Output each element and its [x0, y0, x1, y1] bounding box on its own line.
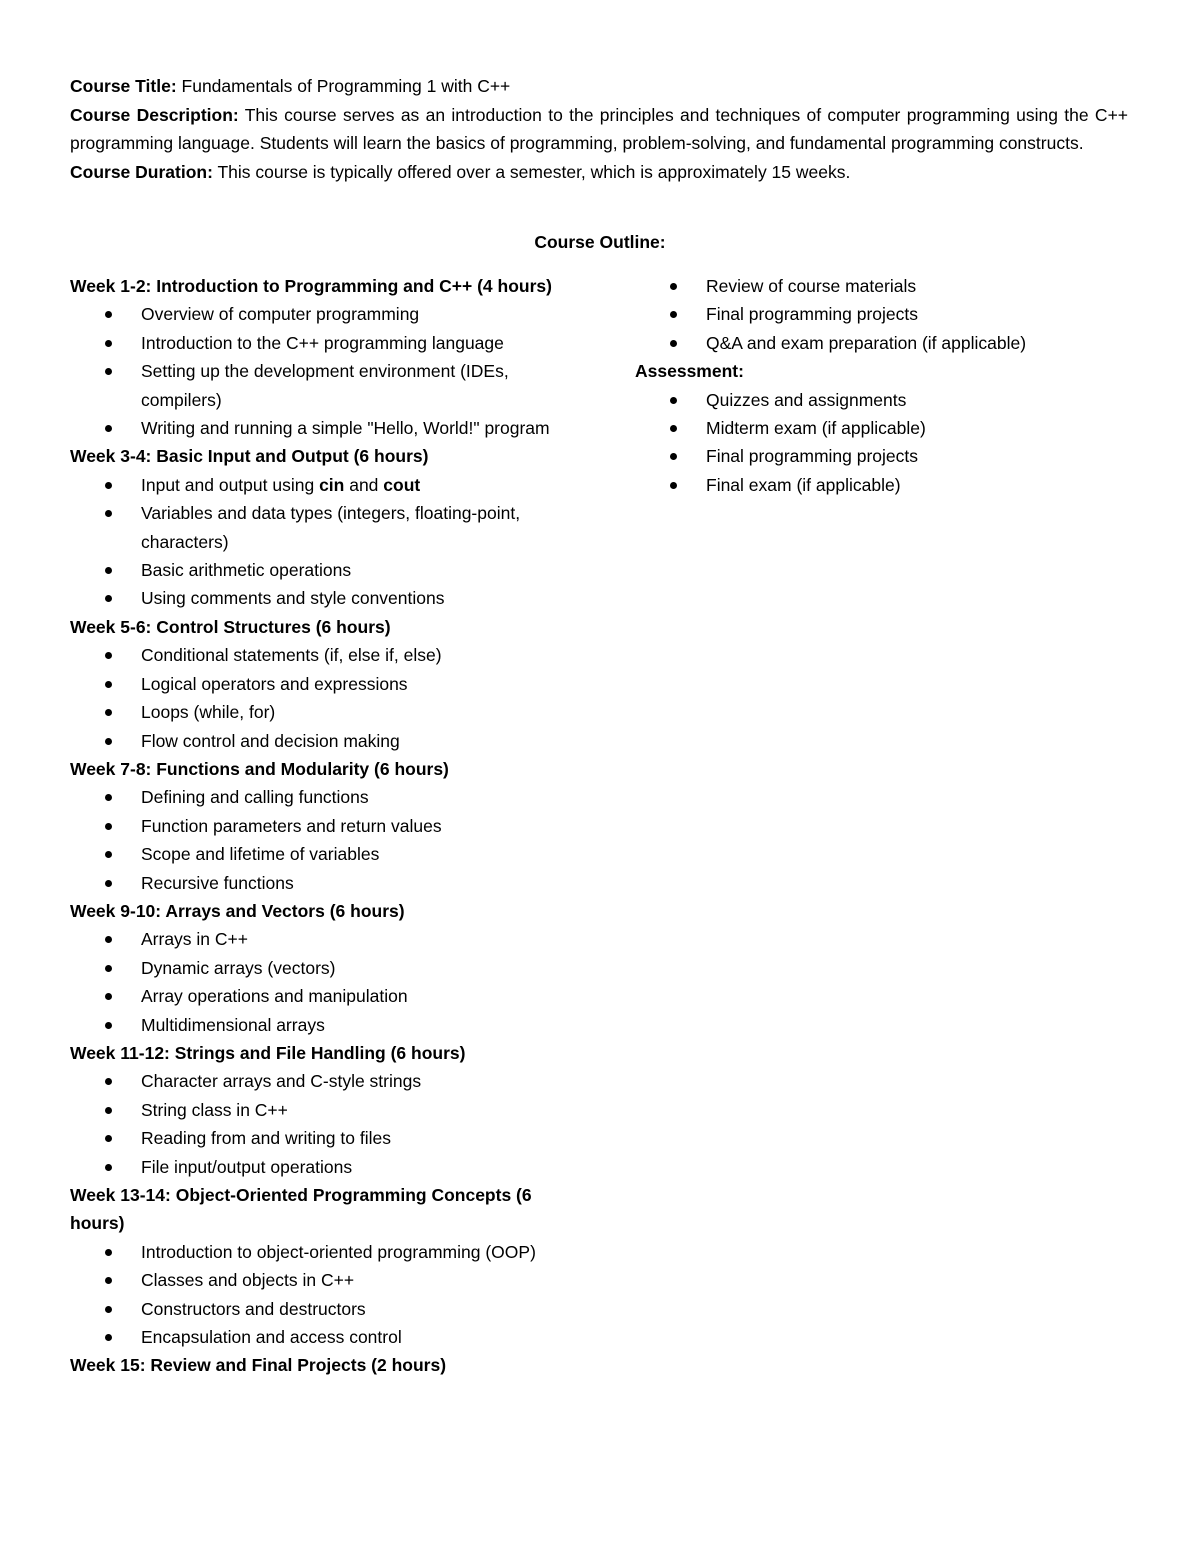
- topic-item: Defining and calling functions: [141, 783, 560, 811]
- topic-item: Dynamic arrays (vectors): [141, 954, 560, 982]
- week-topic-list: [70, 471, 560, 613]
- topic-item: Multidimensional arrays: [141, 1011, 560, 1039]
- assessment-item: Final programming projects: [706, 442, 1115, 470]
- week-topic-list: [70, 783, 560, 897]
- topic-item: Classes and objects in C++: [141, 1266, 560, 1294]
- assessment-heading: Assessment:: [635, 361, 744, 382]
- keyword-cout: cout: [383, 474, 421, 495]
- keyword-cin: cin: [319, 474, 345, 495]
- course-duration-label: Course Duration:: [70, 161, 213, 182]
- topic-item: Constructors and destructors: [141, 1295, 560, 1323]
- week-topic-list: [70, 925, 560, 1039]
- week-heading: Week 7-8: Functions and Modularity (6 hours): [70, 758, 449, 779]
- topic-item: Flow control and decision making: [141, 727, 560, 755]
- topic-item: Array operations and manipulation: [141, 982, 560, 1010]
- week-topic-list: [70, 1067, 560, 1181]
- week-topic-list: [70, 1238, 560, 1352]
- topic-item: Character arrays and C-style strings: [141, 1067, 560, 1095]
- topic-item: [141, 471, 560, 499]
- course-description-line: [70, 101, 1128, 158]
- course-outline-title: Course Outline:: [534, 232, 666, 252]
- topic-item: Introduction to object-oriented programming (OOP): [141, 1238, 560, 1266]
- outline-right-column: [635, 272, 1115, 499]
- assessment-item: Midterm exam (if applicable): [706, 414, 1115, 442]
- week-heading: Week 5-6: Control Structures (6 hours): [70, 616, 391, 637]
- course-duration-value: This course is typically offered over a semester, which is approximately 15 weeks.: [217, 161, 851, 182]
- course-duration-line: [70, 158, 1128, 187]
- course-info: [70, 72, 1128, 186]
- week-topic-list: [70, 641, 560, 755]
- assessment-item: Quizzes and assignments: [706, 386, 1115, 414]
- topic-item: Recursive functions: [141, 869, 560, 897]
- course-description-label: Course Description:: [70, 104, 239, 125]
- topic-item: Logical operators and expressions: [141, 670, 560, 698]
- topic-item: Scope and lifetime of variables: [141, 840, 560, 868]
- topic-item: Review of course materials: [706, 272, 1115, 300]
- topic-item: Arrays in C++: [141, 925, 560, 953]
- topic-item: Encapsulation and access control: [141, 1323, 560, 1351]
- assessment-list: [635, 386, 1115, 500]
- week-heading: Week 3-4: Basic Input and Output (6 hours): [70, 446, 429, 467]
- topic-item: Introduction to the C++ programming language: [141, 329, 560, 357]
- topic-item: Loops (while, for): [141, 698, 560, 726]
- assessment-item: Final exam (if applicable): [706, 471, 1115, 499]
- week-topic-list: [635, 272, 1115, 357]
- topic-item: Conditional statements (if, else if, else): [141, 641, 560, 669]
- outline-left-column: [70, 272, 560, 1380]
- topic-item: File input/output operations: [141, 1153, 560, 1181]
- topic-text: Input and output using: [141, 474, 320, 495]
- topic-item: String class in C++: [141, 1096, 560, 1124]
- course-description-value: This course serves as an introduction to the principles and techniques of computer programming using the C++ programming language. Students will learn the basics of programming, problem-solving, and fundamental programming constructs.: [70, 104, 1129, 153]
- week-heading: Week 1-2: Introduction to Programming and C++ (4 hours): [70, 276, 552, 296]
- topic-text: and: [344, 474, 384, 495]
- topic-item: Q&A and exam preparation (if applicable): [706, 329, 1115, 357]
- topic-item: Writing and running a simple "Hello, World!" program: [141, 414, 560, 442]
- course-title-label: Course Title:: [70, 76, 177, 96]
- week-heading: Week 15: Review and Final Projects (2 hours): [70, 1355, 447, 1376]
- topic-item: Final programming projects: [706, 300, 1115, 328]
- week-heading: Week 9-10: Arrays and Vectors (6 hours): [70, 900, 405, 921]
- topic-item: Function parameters and return values: [141, 812, 560, 840]
- topic-item: Reading from and writing to files: [141, 1124, 560, 1152]
- course-title-line: [70, 72, 1128, 101]
- week-heading: Week 13-14: Object-Oriented Programming Concepts (6 hours): [70, 1185, 532, 1234]
- topic-item: Setting up the development environment (IDEs, compilers): [141, 357, 560, 414]
- week-topic-list: [70, 300, 560, 442]
- course-title-value: Fundamentals of Programming 1 with C++: [181, 76, 511, 96]
- topic-item: Variables and data types (integers, floating-point, characters): [141, 499, 560, 556]
- topic-item: Basic arithmetic operations: [141, 556, 560, 584]
- topic-item: Using comments and style conventions: [141, 584, 560, 612]
- topic-item: Overview of computer programming: [141, 300, 560, 328]
- week-heading: Week 11-12: Strings and File Handling (6 hours): [70, 1042, 466, 1063]
